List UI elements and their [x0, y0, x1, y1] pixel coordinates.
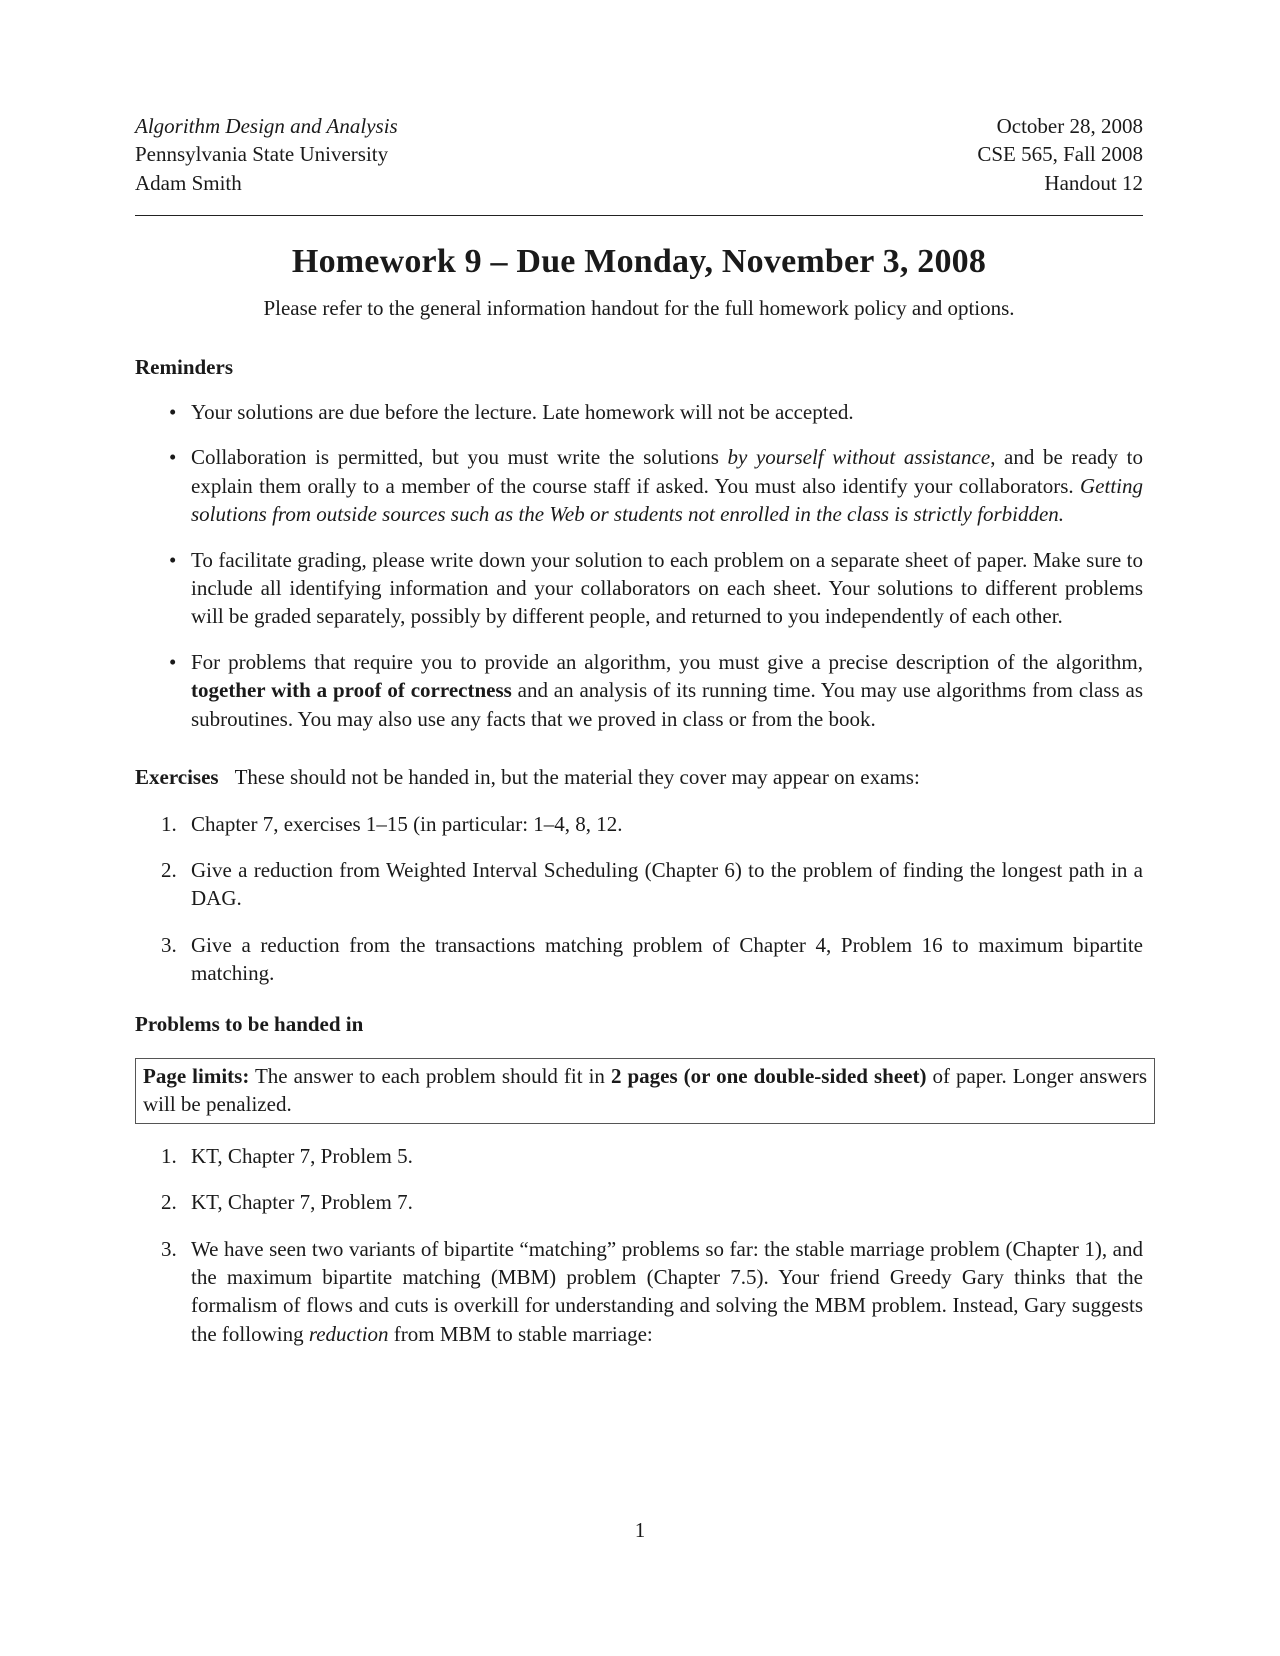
exercises-heading: Exercises: [135, 765, 219, 790]
bullet-icon: •: [169, 445, 177, 470]
reminder-text: , and be ready to explain them orally to a member of the course staff if asked. You must also identify your collaborators.: [191, 445, 1143, 498]
reminder-emphasis: by yourself without assistance: [727, 445, 991, 470]
problem-item: [161, 1235, 1143, 1349]
reminder-text: Collaboration is permitted, but you must write the solutions: [191, 445, 728, 470]
page-title: Homework 9 – Due Monday, November 3, 2008: [291, 243, 987, 281]
reminder-item: [169, 546, 1143, 631]
item-number: 3.: [161, 1236, 177, 1261]
problem-item: [161, 1188, 1143, 1216]
item-number: 3.: [161, 932, 177, 957]
item-number: 2.: [161, 857, 177, 882]
reminder-text: and an analysis of its running time. You may use algorithms from class as subroutines. You may also use any facts that we proved in class or from the book.: [191, 678, 1143, 731]
problem-text: KT, Chapter 7, Problem 5.: [191, 1143, 413, 1168]
header-left: [135, 112, 398, 197]
problem-item: [161, 1142, 1143, 1170]
problem-emphasis: reduction: [308, 1321, 389, 1346]
document-page: [135, 112, 1147, 1366]
problems-heading: Problems to be handed in: [135, 1011, 364, 1036]
item-number: 1.: [161, 811, 177, 836]
page-limits-box: [135, 1058, 1155, 1124]
exercise-item: [161, 856, 1143, 913]
exercises-header: [135, 763, 1143, 791]
page-number: 1: [634, 1518, 646, 1542]
exercise-item: [161, 810, 1143, 838]
reminder-strong: together with a proof of correctness: [191, 678, 512, 703]
reminder-item: [169, 443, 1143, 528]
reminder-text: To facilitate grading, please write down your solution to each problem on a separate sheet of paper. Make sure to include all identifying information and your collaborators on each sheet. Your solutions to different problems will be graded separately, possibly by different people, and returned to you independently of each other.: [191, 547, 1143, 629]
exercises-description: These should not be handed in, but the material they cover may appear on exams:: [234, 765, 920, 790]
course-name: Algorithm Design and Analysis: [135, 114, 398, 138]
header-divider: [135, 215, 1143, 216]
handout-date: October 28, 2008: [996, 114, 1143, 138]
exercises-list: [135, 810, 1143, 988]
instructor-name: Adam Smith: [135, 170, 242, 195]
problems-list: [135, 1142, 1143, 1348]
course-code: CSE 565, Fall 2008: [977, 142, 1143, 167]
exercise-item: [161, 931, 1143, 988]
page-limits-strong: 2 pages (or one double-sided sheet): [610, 1063, 927, 1088]
page-limits-text: The answer to each problem should fit in: [249, 1063, 611, 1088]
item-number: 1.: [161, 1143, 177, 1168]
problem-text: KT, Chapter 7, Problem 7.: [191, 1190, 413, 1215]
university-name: Pennsylvania State University: [135, 142, 389, 167]
page-limits-label: Page limits:: [143, 1063, 250, 1088]
reminder-item: [169, 398, 1143, 426]
problem-text: from MBM to stable marriage:: [388, 1321, 653, 1346]
bullet-icon: •: [169, 400, 177, 425]
reminder-text: For problems that require you to provide an algorithm, you must give a precise description of the algorithm,: [191, 649, 1143, 674]
problem-text: We have seen two variants of bipartite “matching” problems so far: the stable marriage problem (Chapter 1), and the maximum bipartite matching (MBM) problem (Chapter 7.5). Your friend Greedy Gary thinks that the formalism of flows and cuts is overkill for understanding and solving the MBM problem. Instead, Gary suggests the following: [191, 1236, 1143, 1346]
reminder-item: [169, 648, 1143, 733]
reminder-text: Your solutions are due before the lecture. Late homework will not be accepted.: [191, 400, 854, 425]
bullet-icon: •: [169, 547, 177, 572]
bullet-icon: •: [169, 649, 177, 674]
page-header: [135, 112, 1143, 197]
handout-number: Handout 12: [1044, 170, 1143, 195]
reminder-emphasis: Getting solutions from outside sources such as the Web or students not enrolled in the class is strictly forbidden.: [191, 473, 1143, 527]
reminders-list: [135, 398, 1143, 733]
item-number: 2.: [161, 1190, 177, 1215]
intro-text: Please refer to the general information handout for the full homework policy and options.: [263, 296, 1015, 321]
reminders-heading: Reminders: [135, 354, 233, 379]
exercise-text: Give a reduction from the transactions matching problem of Chapter 4, Problem 16 to maximum bipartite matching.: [191, 932, 1143, 986]
exercise-text: Chapter 7, exercises 1–15 (in particular: 1–4, 8, 12.: [191, 811, 623, 836]
exercise-text: Give a reduction from Weighted Interval Scheduling (Chapter 6) to the problem of finding the longest path in a DAG.: [191, 857, 1143, 911]
header-right: [977, 112, 1143, 197]
page-limits-text: of paper. Longer answers will be penalized.: [143, 1063, 1147, 1117]
